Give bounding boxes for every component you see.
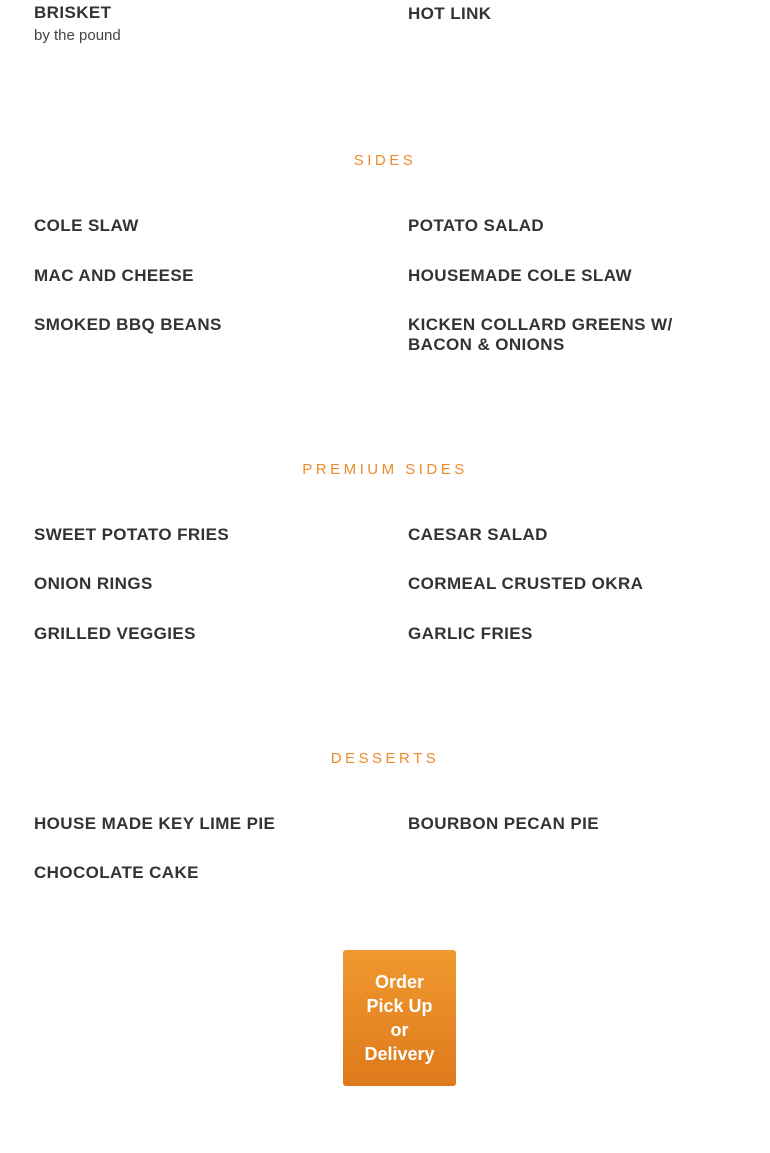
menu-item: [34, 216, 364, 236]
section-title-sides: SIDES: [353, 152, 417, 169]
menu-item-name: SWEET POTATO FRIES: [34, 525, 230, 544]
menu-item: [34, 525, 364, 545]
menu-item: [408, 814, 738, 834]
menu-item-note: by the pound: [34, 27, 121, 44]
menu-item-name: CHOCOLATE CAKE: [34, 863, 199, 882]
menu-item-name: BRISKET: [34, 3, 112, 22]
order-pickup-delivery-button[interactable]: [343, 950, 456, 1086]
menu-item: [408, 315, 738, 355]
menu-item-name: CAESAR SALAD: [408, 525, 548, 544]
menu-item-name: GARLIC FRIES: [408, 624, 533, 643]
menu-item-brisket: [34, 3, 121, 45]
menu-item-name: HOUSE MADE KEY LIME PIE: [34, 814, 276, 833]
menu-item-name: CORMEAL CRUSTED OKRA: [408, 574, 644, 593]
order-button-label: Order Pick Up or Delivery: [364, 972, 435, 1064]
section-title-desserts: DESSERTS: [330, 750, 440, 767]
menu-item-name: BOURBON PECAN PIE: [408, 814, 599, 833]
menu-item-name: HOUSEMADE COLE SLAW: [408, 266, 632, 285]
menu-item: [34, 863, 364, 883]
menu-item-name: ONION RINGS: [34, 574, 153, 593]
menu-item-hot-link: [408, 4, 491, 24]
menu-item-name: POTATO SALAD: [408, 216, 545, 235]
meats-section-tail: [0, 0, 770, 60]
menu-item-name: COLE SLAW: [34, 216, 139, 235]
menu-item: [34, 624, 364, 644]
menu-item-name: MAC AND CHEESE: [34, 266, 194, 285]
menu-item-name: HOT LINK: [408, 4, 492, 23]
menu-item: [408, 216, 738, 236]
menu-item: [408, 624, 738, 644]
section-title-premium-sides: PREMIUM SIDES: [302, 461, 468, 478]
menu-item: [34, 266, 364, 286]
menu-item-name: KICKEN COLLARD GREENS W/ BACON & ONIONS: [408, 315, 673, 354]
menu-item: [34, 814, 364, 834]
menu-item-name: GRILLED VEGGIES: [34, 624, 196, 643]
menu-item: [408, 266, 738, 286]
menu-item-name: SMOKED BBQ BEANS: [34, 315, 222, 334]
menu-item: [34, 574, 364, 594]
menu-item: [408, 574, 738, 594]
menu-item: [408, 525, 738, 545]
menu-item: [34, 315, 364, 335]
